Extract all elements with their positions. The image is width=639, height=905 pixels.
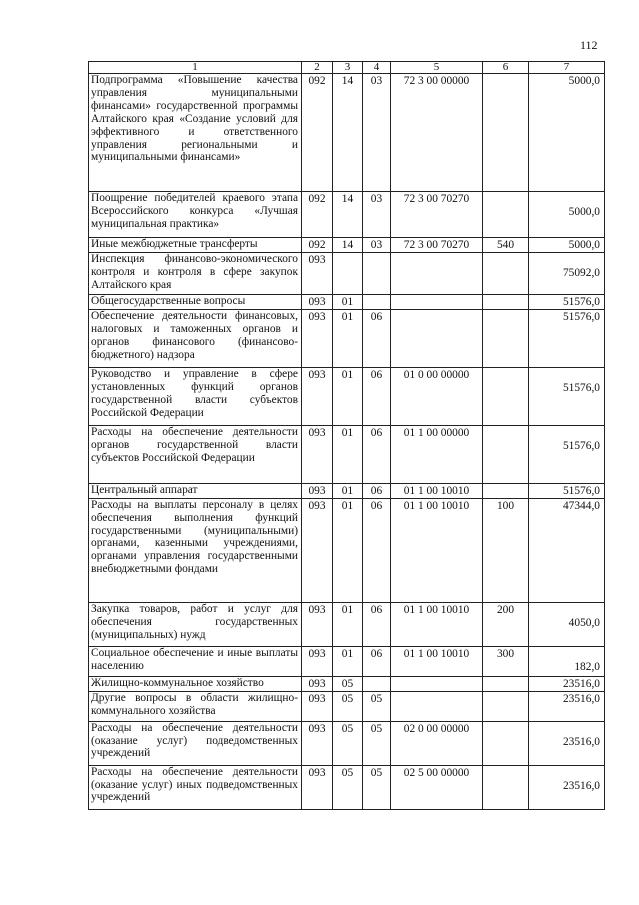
row-subsection-cell: 05	[363, 691, 391, 721]
row-name-cell: Подпрограмма «Повышение качества управления муниципальными финансами» государственной программы Алтайского края «Создание условий для эффективного и ответственного управления региональными и муниципальными финансами»	[89, 74, 302, 192]
header-cell: 7	[529, 62, 605, 74]
row-target-cell	[391, 294, 483, 309]
header-cell: 2	[302, 62, 333, 74]
row-target-cell	[391, 676, 483, 691]
row-section-cell: 14	[333, 238, 363, 253]
row-code-cell: 092	[302, 74, 333, 192]
row-name-cell: Жилищно-коммунальное хозяйство	[89, 676, 302, 691]
row-target-cell	[391, 691, 483, 721]
row-name-cell: Расходы на обеспечение деятельности органов государственной власти субъектов Российской Федерации	[89, 425, 302, 483]
row-subsection-cell: 06	[363, 498, 391, 602]
row-target-cell: 01 1 00 10010	[391, 646, 483, 676]
table-row	[89, 367, 605, 425]
row-amount-cell: 75092,0	[529, 252, 605, 294]
row-subsection-cell: 05	[363, 765, 391, 809]
header-cell: 5	[391, 62, 483, 74]
row-code-cell: 093	[302, 425, 333, 483]
row-subsection-cell: 05	[363, 721, 391, 765]
row-expense-type-cell	[483, 252, 529, 294]
row-name-cell: Расходы на обеспечение деятельности (оказание услуг) подведомственных учреждений	[89, 721, 302, 765]
row-expense-type-cell: 100	[483, 498, 529, 602]
row-section-cell: 01	[333, 602, 363, 646]
table-row	[89, 425, 605, 483]
row-section-cell: 05	[333, 691, 363, 721]
table-row	[89, 646, 605, 676]
row-code-cell: 093	[302, 483, 333, 498]
row-amount-cell: 51576,0	[529, 309, 605, 367]
page-number: 112	[580, 38, 598, 52]
row-section-cell: 14	[333, 192, 363, 238]
row-name-cell: Инспекция финансово-экономического контроля и контроля в сфере закупок Алтайского края	[89, 252, 302, 294]
table-row	[89, 765, 605, 809]
row-subsection-cell	[363, 252, 391, 294]
row-target-cell	[391, 309, 483, 367]
row-subsection-cell: 03	[363, 192, 391, 238]
row-amount-cell: 5000,0	[529, 238, 605, 253]
row-subsection-cell: 03	[363, 238, 391, 253]
row-section-cell: 01	[333, 498, 363, 602]
row-name-cell: Расходы на выплаты персоналу в целях обеспечения выполнения функций государственными (муниципальными) органами, казенными учреждениями, органами управления государственными внебюджетными фондами	[89, 498, 302, 602]
row-code-cell: 092	[302, 238, 333, 253]
row-target-cell: 02 0 00 00000	[391, 721, 483, 765]
row-section-cell: 01	[333, 483, 363, 498]
row-subsection-cell	[363, 294, 391, 309]
row-amount-cell: 47344,0	[529, 498, 605, 602]
row-expense-type-cell: 300	[483, 646, 529, 676]
row-amount-cell: 182,0	[529, 646, 605, 676]
row-code-cell: 093	[302, 367, 333, 425]
row-name-cell: Руководство и управление в сфере установленных функций органов государственной власти субъектов Российской Федерации	[89, 367, 302, 425]
row-amount-cell: 4050,0	[529, 602, 605, 646]
table-row	[89, 238, 605, 253]
row-amount-cell: 51576,0	[529, 367, 605, 425]
row-subsection-cell: 06	[363, 425, 391, 483]
row-subsection-cell: 06	[363, 646, 391, 676]
row-expense-type-cell	[483, 309, 529, 367]
row-expense-type-cell: 540	[483, 238, 529, 253]
row-target-cell: 01 1 00 10010	[391, 602, 483, 646]
row-expense-type-cell	[483, 676, 529, 691]
row-amount-cell: 51576,0	[529, 294, 605, 309]
row-expense-type-cell	[483, 74, 529, 192]
row-subsection-cell: 03	[363, 74, 391, 192]
row-target-cell	[391, 252, 483, 294]
row-name-cell: Другие вопросы в области жилищно-коммунального хозяйства	[89, 691, 302, 721]
row-amount-cell: 51576,0	[529, 483, 605, 498]
row-code-cell: 093	[302, 691, 333, 721]
row-section-cell: 05	[333, 721, 363, 765]
row-section-cell: 05	[333, 765, 363, 809]
row-name-cell: Центральный аппарат	[89, 483, 302, 498]
row-expense-type-cell: 200	[483, 602, 529, 646]
row-expense-type-cell	[483, 367, 529, 425]
row-expense-type-cell	[483, 721, 529, 765]
row-code-cell: 093	[302, 498, 333, 602]
row-subsection-cell: 06	[363, 367, 391, 425]
row-amount-cell: 23516,0	[529, 721, 605, 765]
row-expense-type-cell	[483, 425, 529, 483]
row-code-cell: 092	[302, 192, 333, 238]
table-row	[89, 676, 605, 691]
row-name-cell: Обеспечение деятельности финансовых, налоговых и таможенных органов и органов финансового (финансово-бюджетного) надзора	[89, 309, 302, 367]
row-name-cell: Иные межбюджетные трансферты	[89, 238, 302, 253]
row-target-cell: 72 3 00 00000	[391, 74, 483, 192]
row-amount-cell: 51576,0	[529, 425, 605, 483]
row-target-cell: 72 3 00 70270	[391, 238, 483, 253]
row-name-cell: Поощрение победителей краевого этапа Всероссийского конкурса «Лучшая муниципальная практика»	[89, 192, 302, 238]
row-expense-type-cell	[483, 483, 529, 498]
row-code-cell: 093	[302, 294, 333, 309]
table-row	[89, 691, 605, 721]
row-amount-cell: 23516,0	[529, 691, 605, 721]
table-row	[89, 721, 605, 765]
row-target-cell: 02 5 00 00000	[391, 765, 483, 809]
row-section-cell: 01	[333, 425, 363, 483]
row-code-cell: 093	[302, 765, 333, 809]
row-target-cell: 01 1 00 10010	[391, 483, 483, 498]
row-code-cell: 093	[302, 252, 333, 294]
header-cell: 4	[363, 62, 391, 74]
row-section-cell: 01	[333, 646, 363, 676]
row-section-cell: 01	[333, 294, 363, 309]
row-target-cell: 01 1 00 10010	[391, 498, 483, 602]
row-subsection-cell: 06	[363, 483, 391, 498]
row-target-cell: 01 1 00 00000	[391, 425, 483, 483]
table-row	[89, 498, 605, 602]
row-name-cell: Расходы на обеспечение деятельности (оказание услуг) иных подведомственных учреждений	[89, 765, 302, 809]
row-subsection-cell	[363, 676, 391, 691]
row-name-cell: Социальное обеспечение и иные выплаты населению	[89, 646, 302, 676]
row-subsection-cell: 06	[363, 602, 391, 646]
row-code-cell: 093	[302, 676, 333, 691]
row-code-cell: 093	[302, 309, 333, 367]
row-section-cell	[333, 252, 363, 294]
table-row	[89, 192, 605, 238]
row-amount-cell: 5000,0	[529, 192, 605, 238]
row-section-cell: 01	[333, 309, 363, 367]
row-amount-cell: 23516,0	[529, 765, 605, 809]
row-name-cell: Общегосударственные вопросы	[89, 294, 302, 309]
row-expense-type-cell	[483, 294, 529, 309]
row-target-cell: 72 3 00 70270	[391, 192, 483, 238]
row-target-cell: 01 0 00 00000	[391, 367, 483, 425]
row-amount-cell: 23516,0	[529, 676, 605, 691]
row-amount-cell: 5000,0	[529, 74, 605, 192]
table-row	[89, 309, 605, 367]
table-row	[89, 483, 605, 498]
row-name-cell: Закупка товаров, работ и услуг для обеспечения государственных (муниципальных) нужд	[89, 602, 302, 646]
header-cell: 1	[89, 62, 302, 74]
budget-table	[88, 61, 605, 810]
table-row	[89, 602, 605, 646]
row-section-cell: 05	[333, 676, 363, 691]
header-cell: 6	[483, 62, 529, 74]
table-row	[89, 252, 605, 294]
row-expense-type-cell	[483, 691, 529, 721]
row-section-cell: 14	[333, 74, 363, 192]
row-expense-type-cell	[483, 192, 529, 238]
row-code-cell: 093	[302, 721, 333, 765]
row-subsection-cell: 06	[363, 309, 391, 367]
table-row	[89, 294, 605, 309]
row-code-cell: 093	[302, 646, 333, 676]
row-expense-type-cell	[483, 765, 529, 809]
row-section-cell: 01	[333, 367, 363, 425]
table-row	[89, 74, 605, 192]
row-code-cell: 093	[302, 602, 333, 646]
header-cell: 3	[333, 62, 363, 74]
header-row	[89, 62, 605, 74]
